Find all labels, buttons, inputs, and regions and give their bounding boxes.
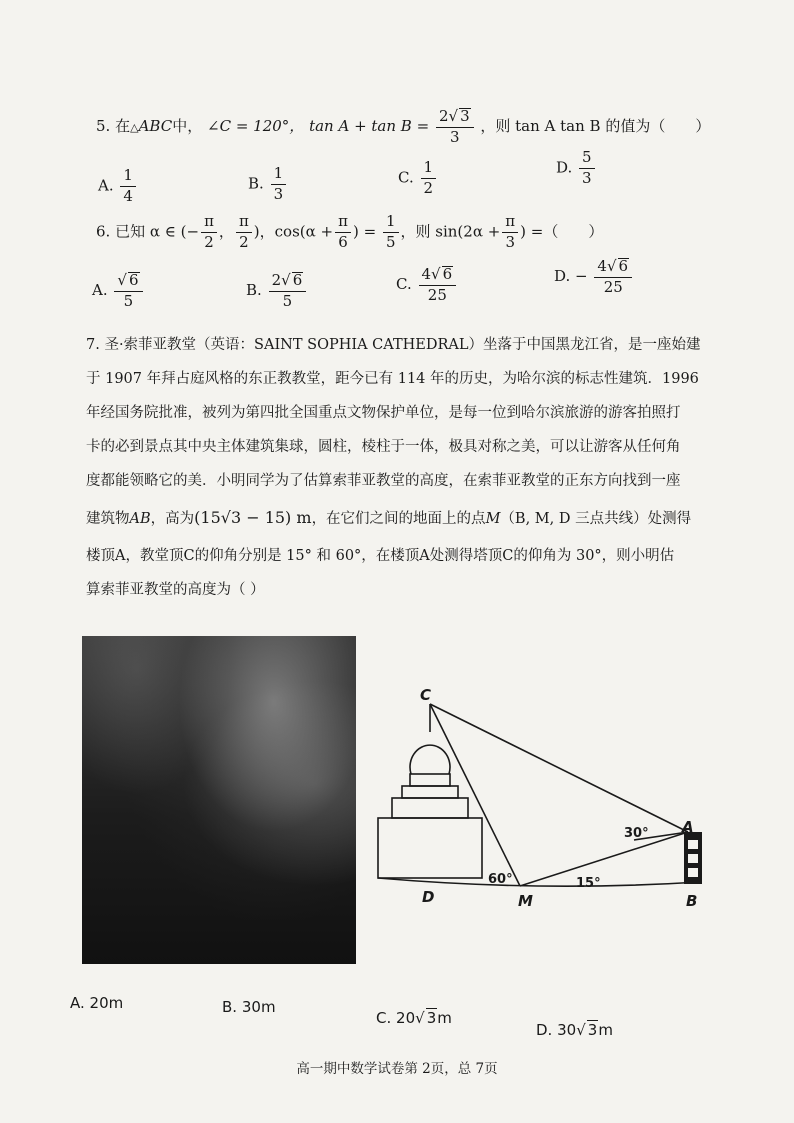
q5-option-c[interactable]: C. $\frac{1}{2}$ <box>398 160 438 197</box>
q6-option-a[interactable]: A. $\frac{√ 6}{5}$ <box>92 272 145 310</box>
q7-line: 建筑物AB，高为(15√3 − 15) m，在它们之间的地面上的点M（B, M, D 三点共线）处测得 <box>86 508 692 527</box>
cathedral-photo <box>82 636 356 964</box>
label-angle-30: 30° <box>624 826 649 841</box>
q7-line: 算索菲亚教堂的高度为（ ） <box>86 582 265 598</box>
question-5-stem: 5. 在△ABC中， ∠C = 120°， tan A + tan B = $\frac{2√ 3}{3}$ ，则 tan A tan B 的值为（ ） <box>96 107 711 146</box>
label-b: B <box>686 892 698 910</box>
q6-option-b[interactable]: B. $\frac{2√ 6}{5}$ <box>246 272 308 310</box>
q6-option-d[interactable]: D. − $\frac{4√ 6}{25}$ <box>554 258 634 296</box>
q7-line: 楼顶A，教堂顶C的仰角分别是 15° 和 60°，在楼顶A处测得塔顶C的仰角为 30°，则小明估 <box>86 548 675 564</box>
q5-option-b[interactable]: B. $\frac{1}{3}$ <box>248 166 288 203</box>
question-7-text <box>86 328 736 607</box>
q5-option-a[interactable]: A. $\frac{1}{4}$ <box>98 168 138 205</box>
line-cm <box>430 704 520 886</box>
label-a: A <box>682 818 694 836</box>
church-tier-3 <box>410 774 450 786</box>
church-dome <box>410 745 450 774</box>
line-ma <box>520 832 688 886</box>
q6-option-c[interactable]: C. $\frac{4√ 6}{25}$ <box>396 266 458 304</box>
church-tier-2 <box>402 786 458 798</box>
label-d: D <box>422 888 435 906</box>
q7-option-a[interactable]: A. 20m <box>70 994 124 1012</box>
q7-line: 7. 圣·索菲亚教堂（英语：SAINT SOPHIA CATHEDRAL）坐落于中国黑龙江省，是一座始建 <box>86 337 701 353</box>
church-base <box>378 818 482 878</box>
q5-option-d[interactable]: D. $\frac{5}{3}$ <box>556 150 597 187</box>
geometry-figure <box>370 680 710 920</box>
q7-option-d[interactable]: D. 30√ 3m <box>536 1021 613 1039</box>
question-6-stem: 6. 已知 α ∈ (− $\frac{\pi}{2}$ ， $\frac{\pi}{2}$ )，cos(α + $\frac{\pi}{6}$ ) = $\frac{1}{5}$ ，则 sin(2α + $\frac{\pi}{3}$ ) =（ ） <box>96 212 604 251</box>
fraction-2sqrt3-over-3: $\frac{2√ 3}{3}$ <box>436 108 474 146</box>
q7-option-b[interactable]: B. 30m <box>222 998 276 1016</box>
label-m: M <box>518 892 533 910</box>
q7-line: 于 1907 年拜占庭风格的东正教教堂，距今已有 114 年的历史，为哈尔滨的标志性建筑．1996 <box>86 371 699 387</box>
q7-line: 度都能领略它的美．小明同学为了估算索菲亚教堂的高度，在索菲亚教堂的正东方向找到一座 <box>86 473 681 489</box>
q7-line: 年经国务院批准，被列为第四批全国重点文物保护单位，是每一位到哈尔滨旅游的游客拍照打 <box>86 405 681 421</box>
church-tier-1 <box>392 798 468 818</box>
page-footer: 高一期中数学试卷第 2页，总 7页 <box>296 1061 498 1077</box>
label-angle-15: 15° <box>576 876 601 891</box>
q7-line: 卡的必到景点其中央主体建筑集球，圆柱，棱柱于一体，极具对称之美，可以让游客从任何角 <box>86 439 681 455</box>
label-angle-60: 60° <box>488 872 513 887</box>
q7-option-c[interactable]: C. 20√ 3m <box>376 1009 452 1027</box>
label-c: C <box>420 686 432 704</box>
